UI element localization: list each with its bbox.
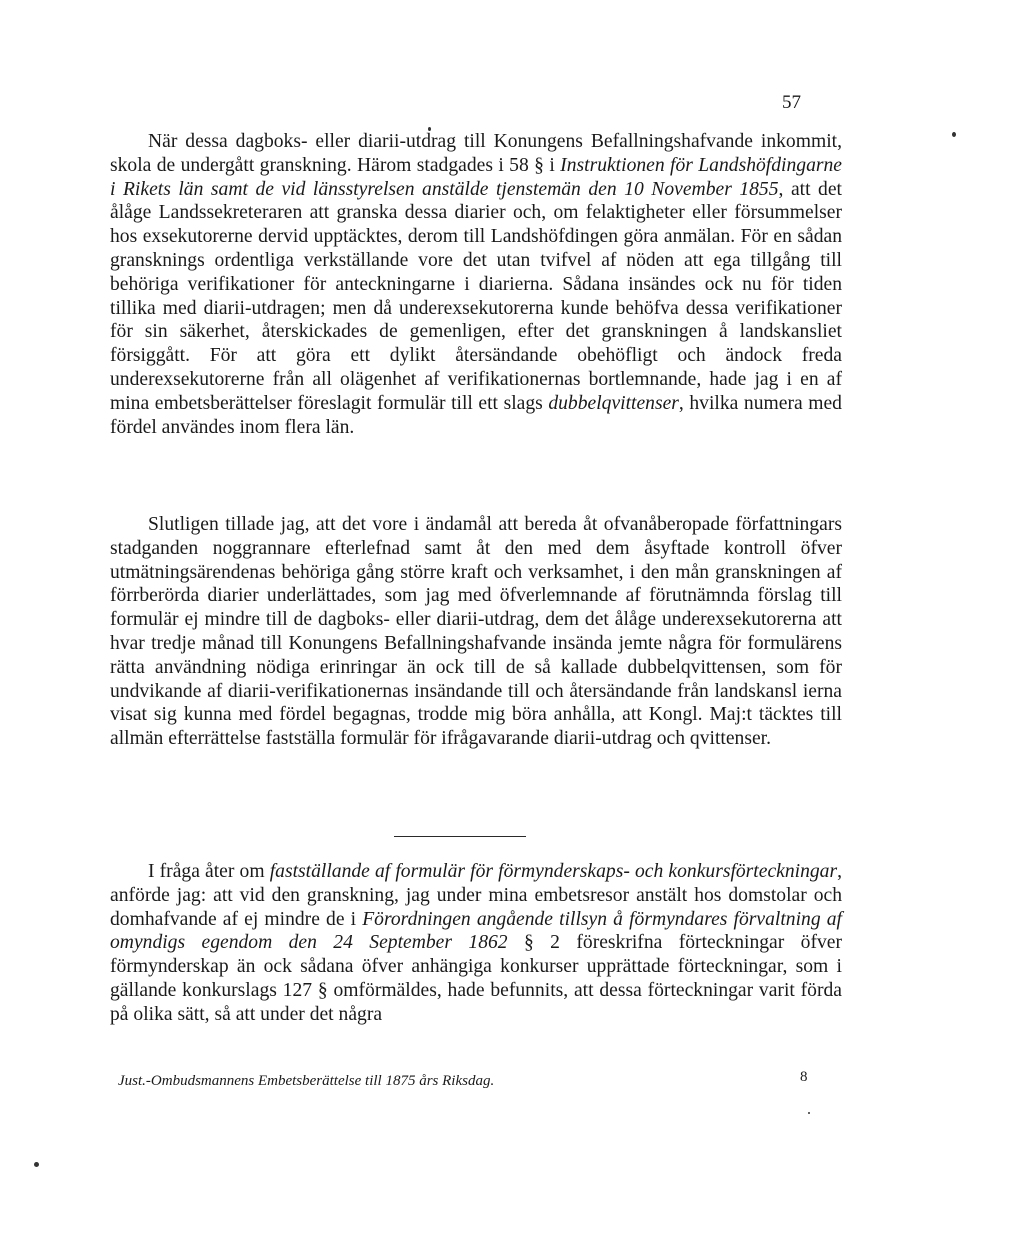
text-run: När dessa dagboks- eller diarii-utdrag till Konungens Befallningshafvande inkommit, skola de undergått granskning. Härom stadgades i 58 § i (110, 131, 842, 176)
text-run: Slutligen tillade jag, att det vore i ändamål att bereda åt ofvanåberopade författningars stadganden noggrannare efterlefnad samt åt den med dem åsyftade kontroll öfver utmätningsärendenas behöriga gång större kraft och verksamhet, i den mån granskningen af förrberörda diarier underlättades, som jag med öfverlemnande af förutnämnda förslag till formulär ej mindre till de dagboks- eller diarii-utdrag, dem det ålåge underexsekutorerna att hvar tredje månad till Konungens Befallningshafvande insända jemte några för formulärens rätta användning nödiga erinringar än ock till de så kallade dubbelqvittensen, som för undvikande af diarii-verifikationernas insändande till och återsändande från landskansl ierna visat sig kunna med fördel begagnas, trodde mig böra anhålla, att Kongl. Maj:t täcktes till allmän efterrättelse fastställa formulär för ifrågavarande diarii-utdrag och qvittenser. (110, 514, 842, 750)
text-run: , att det ålåge Landssekreteraren att granska dessa diarier och, om felaktigheter eller försummelser hos exsekutorerne dervid upptäcktes, derom till Landshöfdingen göra anmälan. För en sådan gransknings ordentliga verkställande vore det utan tvifvel af nöden att ega tillgång till behöriga verifikationer för anteckningarne i diarierna. Sådana insändes ock nu för tiden tillika med diarii-utdragen; men då underexsekutorerna kunde behöfva dessa verifikationer för sin säkerhet, återskickades de gemenligen, efter det granskningen å landskansliet försiggått. För att göra ett dylikt återsändande obehöfligt och ändock freda underexsekutorerne från all olägenhet af verifikationernas bortlemnande, hade jag i en af mina embetsberättelser föreslagit formulär till ett slags (110, 178, 842, 414)
paragraph-slutligen (110, 513, 842, 751)
italic-forordningen: Förordningen angående tillsyn å förmyndares förvaltning af omyndigs egendom den 24 September 1862 (110, 908, 842, 954)
italic-instruktionen: Instruktionen för Landshöfdingarne i Rikets län samt de vid länsstyrelsen anstälde tjenstemän den 10 November 1855 (110, 154, 842, 200)
italic-faststallande: fastställande af formulär för förmynderskaps- och konkursförteckningar (269, 861, 838, 882)
print-speck (428, 127, 431, 131)
text-run: , anförde jag: att vid den granskning, jag under mina embetsresor anstält hos domstolar och domhafvande af ej mindre de i (110, 861, 843, 930)
text-run: § 2 föreskrifna förteckningar öfver förmynderskap än ock sådana öfver anhängiga konkurser upprättade förteckningar, som i gällande konkurslags 127 § omförmäldes, hade befunnits, att dessa förteckningar varit förda på olika sätt, så att under det några (110, 932, 842, 1025)
text-run: I fråga åter om (148, 861, 270, 882)
print-speck (34, 1162, 39, 1167)
print-speck (952, 132, 956, 137)
running-footer: Just.-Ombudsmannens Embetsberättelse till 1875 års Riksdag. (118, 1073, 495, 1089)
signature-mark: 8 (800, 1069, 808, 1085)
text-run: , hvilka numera med fördel användes inom flera län. (110, 392, 842, 438)
page-number: 57 (782, 92, 801, 113)
paragraph-formular (110, 860, 842, 1027)
section-divider (394, 836, 526, 837)
paragraph-diarii-granskning (110, 130, 842, 439)
italic-dubbelqvittenser: dubbelqvittenser (548, 392, 679, 414)
print-speck (808, 1112, 810, 1114)
